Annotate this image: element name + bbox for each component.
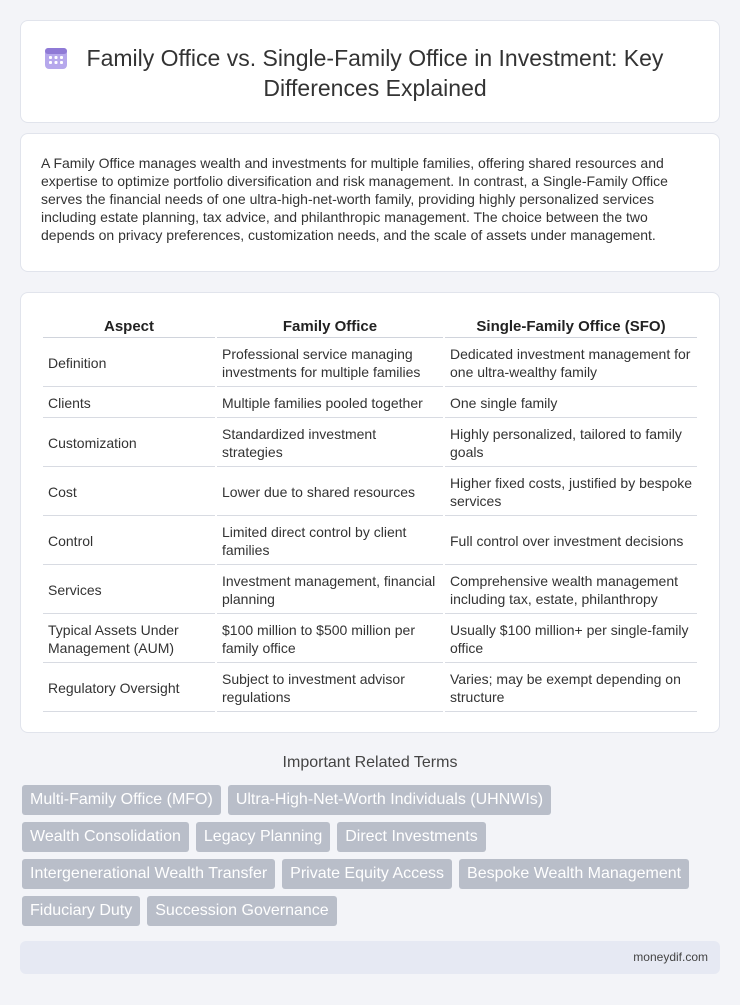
related-term-tag[interactable]: Multi-Family Office (MFO) bbox=[22, 785, 221, 815]
table-row bbox=[43, 469, 697, 516]
row-family-office: $100 million to $500 million per family office bbox=[217, 616, 443, 663]
row-sfo: Full control over investment decisions bbox=[445, 518, 697, 565]
row-sfo: Usually $100 million+ per single-family office bbox=[445, 616, 697, 663]
row-sfo: One single family bbox=[445, 389, 697, 418]
related-term-tag[interactable]: Succession Governance bbox=[147, 896, 336, 926]
table-row bbox=[43, 518, 697, 565]
row-family-office: Investment management, financial planning bbox=[217, 567, 443, 614]
related-term-tag[interactable]: Private Equity Access bbox=[282, 859, 452, 889]
table-row bbox=[43, 665, 697, 712]
table-row bbox=[43, 420, 697, 467]
row-sfo: Varies; may be exempt depending on structure bbox=[445, 665, 697, 712]
header-family-office: Family Office bbox=[217, 316, 443, 338]
related-term-tag[interactable]: Legacy Planning bbox=[196, 822, 330, 852]
related-term-tag[interactable]: Intergenerational Wealth Transfer bbox=[22, 859, 275, 889]
row-family-office: Professional service managing investments for multiple families bbox=[217, 340, 443, 387]
table-row bbox=[43, 616, 697, 663]
row-aspect: Control bbox=[43, 518, 215, 565]
comparison-table-card bbox=[20, 292, 720, 733]
row-aspect: Services bbox=[43, 567, 215, 614]
table-row bbox=[43, 340, 697, 387]
title-card bbox=[20, 20, 720, 123]
row-aspect: Typical Assets Under Management (AUM) bbox=[43, 616, 215, 663]
row-family-office: Limited direct control by client families bbox=[217, 518, 443, 565]
row-aspect: Customization bbox=[43, 420, 215, 467]
row-sfo: Highly personalized, tailored to family goals bbox=[445, 420, 697, 467]
header-aspect: Aspect bbox=[43, 316, 215, 338]
related-term-tag[interactable]: Bespoke Wealth Management bbox=[459, 859, 689, 889]
intro-card bbox=[20, 133, 720, 272]
related-term-tag[interactable]: Ultra-High-Net-Worth Individuals (UHNWIs) bbox=[228, 785, 551, 815]
row-family-office: Lower due to shared resources bbox=[217, 469, 443, 516]
row-aspect: Clients bbox=[43, 389, 215, 418]
related-term-tag[interactable]: Direct Investments bbox=[337, 822, 485, 852]
related-term-tag[interactable]: Fiduciary Duty bbox=[22, 896, 140, 926]
comparison-table bbox=[41, 314, 699, 714]
row-family-office: Standardized investment strategies bbox=[217, 420, 443, 467]
row-family-office: Subject to investment advisor regulations bbox=[217, 665, 443, 712]
related-terms-heading: Important Related Terms bbox=[282, 754, 458, 771]
row-sfo: Higher fixed costs, justified by bespoke services bbox=[445, 469, 697, 516]
row-sfo: Comprehensive wealth management including tax, estate, philanthropy bbox=[445, 567, 697, 614]
table-row bbox=[43, 567, 697, 614]
table-header-row bbox=[43, 316, 697, 338]
table-row bbox=[43, 389, 697, 418]
row-aspect: Cost bbox=[43, 469, 215, 516]
row-sfo: Dedicated investment management for one ultra-wealthy family bbox=[445, 340, 697, 387]
footer-bar bbox=[20, 941, 720, 974]
source-link[interactable]: moneydif.com bbox=[633, 950, 708, 964]
row-aspect: Definition bbox=[43, 340, 215, 387]
row-family-office: Multiple families pooled together bbox=[217, 389, 443, 418]
header-single-family-office: Single-Family Office (SFO) bbox=[445, 316, 697, 338]
related-terms-list bbox=[22, 785, 722, 933]
row-aspect: Regulatory Oversight bbox=[43, 665, 215, 712]
related-term-tag[interactable]: Wealth Consolidation bbox=[22, 822, 189, 852]
page-title: Family Office vs. Single-Family Office in Investment: Key Differences Explained bbox=[86, 45, 664, 101]
intro-paragraph: A Family Office manages wealth and investments for multiple families, offering shared resources and expertise to optimize portfolio diversification and risk management. In contrast, a Single-Family Office serves the financial needs of one ultra-high-net-worth family, providing highly personalized services including estate planning, tax advice, and philanthropic management. The choice between the two depends on privacy preferences, customization needs, and the scale of assets under management. bbox=[41, 155, 668, 243]
